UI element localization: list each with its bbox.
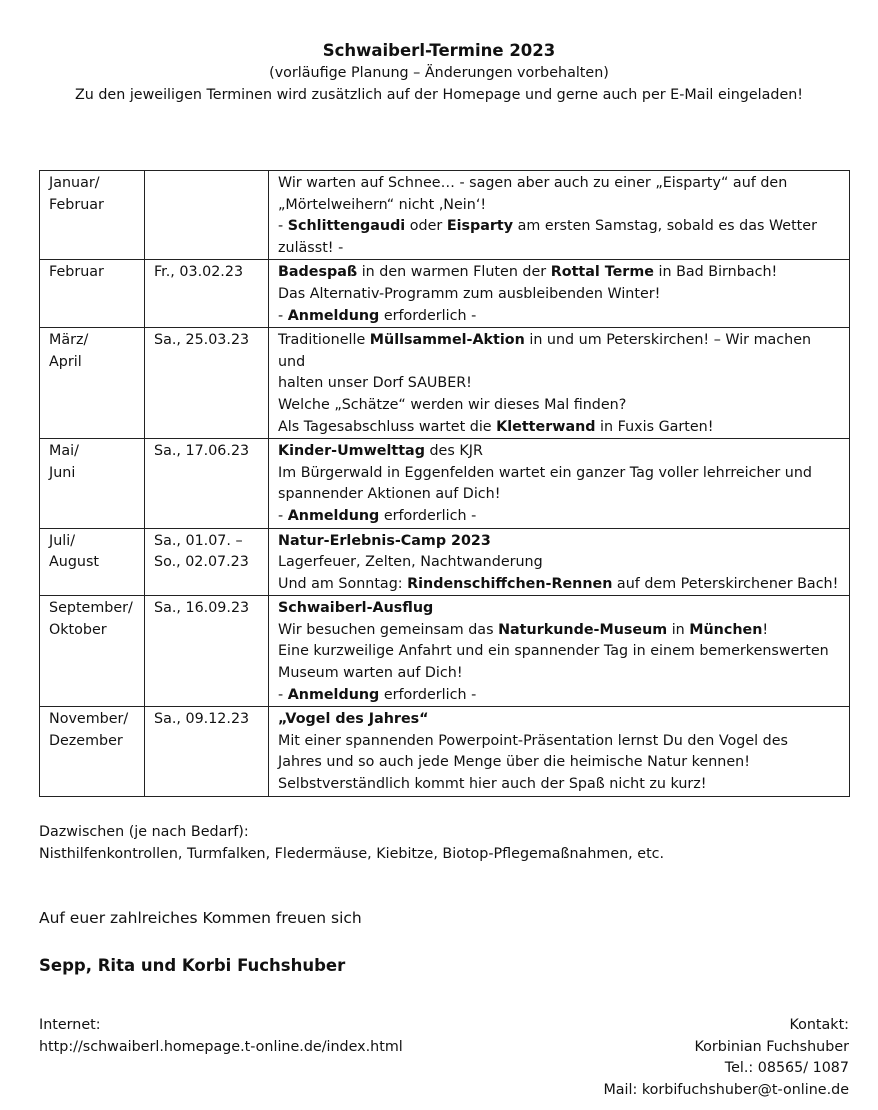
- document-header: [0, 40, 878, 106]
- table-row: [40, 260, 850, 328]
- month-line: August: [49, 554, 100, 571]
- footer-internet: [39, 1015, 403, 1058]
- description-text: erforderlich -: [379, 686, 477, 703]
- description-text: oder: [405, 218, 447, 235]
- document-subtitle: (vorläufige Planung – Änderungen vorbehalten): [269, 65, 609, 81]
- description-text: Lagerfeuer, Zelten, Nachtwanderung: [278, 554, 543, 571]
- document-title: Schwaiberl-Termine 2023: [322, 41, 556, 60]
- contact-name: Korbinian Fuchshuber: [694, 1038, 849, 1055]
- description-text: erforderlich -: [379, 507, 477, 524]
- table-row: [40, 596, 850, 707]
- description-line: [278, 463, 841, 485]
- internet-label: Internet:: [39, 1017, 101, 1033]
- date-cell: [145, 328, 269, 439]
- description-line: [278, 731, 841, 753]
- description-line: [278, 774, 841, 796]
- description-text: Welche „Schätze“ werden wir dieses Mal finden?: [278, 396, 627, 413]
- description-text: in den warmen Fluten der: [357, 264, 551, 281]
- month-line: Dezember: [49, 732, 123, 749]
- between-items: Nisthilfenkontrollen, Turmfalken, Fledermäuse, Kiebitze, Biotop-Pflegemaßnahmen, etc.: [39, 845, 665, 862]
- date-line: Sa., 17.06.23: [154, 443, 250, 460]
- description-cell: [269, 596, 850, 707]
- description-text: am ersten Samstag, sobald es das Wetter: [513, 218, 817, 235]
- description-line: [278, 330, 841, 373]
- contact-mail[interactable]: Mail: korbifuchshuber@t-online.de: [603, 1081, 849, 1098]
- description-text: erforderlich -: [379, 307, 477, 324]
- table-row: [40, 328, 850, 439]
- description-text: in und um Peterskirchen! – Wir machen und: [278, 332, 812, 370]
- date-cell: [145, 707, 269, 796]
- description-text: Traditionelle: [278, 332, 370, 349]
- description-line: [278, 752, 841, 774]
- description-text: zulässt! -: [278, 239, 344, 256]
- highlight-text: Naturkunde-Museum: [498, 621, 668, 638]
- highlight-text: Eisparty: [446, 218, 514, 235]
- date-line: Sa., 09.12.23: [154, 711, 250, 728]
- between-section: [39, 822, 664, 865]
- description-text: -: [278, 307, 288, 324]
- month-line: Januar/: [49, 175, 100, 191]
- highlight-text: Anmeldung: [287, 686, 380, 703]
- description-text: in Bad Birnbach!: [653, 264, 778, 281]
- highlight-text: Natur-Erlebnis-Camp 2023: [278, 532, 491, 549]
- description-text: des KJR: [424, 443, 483, 460]
- description-line: [278, 574, 841, 596]
- date-line: Sa., 01.07. –: [154, 532, 243, 549]
- description-text: halten unser Dorf SAUBER!: [278, 375, 472, 392]
- highlight-text: Badespaß: [278, 264, 358, 281]
- contact-tel: Tel.: 08565/ 1087: [724, 1060, 849, 1076]
- description-line: [278, 552, 841, 574]
- date-line: Fr., 03.02.23: [154, 264, 244, 281]
- date-cell: [145, 171, 269, 260]
- table-row: [40, 171, 850, 260]
- description-line: [278, 195, 841, 217]
- month-line: November/: [49, 711, 129, 728]
- description-line: [278, 417, 841, 439]
- description-text: in: [667, 621, 690, 638]
- highlight-text: Anmeldung: [287, 507, 380, 524]
- date-line: Sa., 25.03.23: [154, 332, 250, 349]
- description-text: Mit einer spannenden Powerpoint-Präsentation lernst Du den Vogel des: [278, 732, 788, 749]
- table-row: [40, 439, 850, 528]
- description-line: [278, 238, 841, 260]
- date-cell: [145, 528, 269, 596]
- description-cell: [269, 260, 850, 328]
- description-cell: [269, 439, 850, 528]
- description-text: Museum warten auf Dich!: [278, 665, 463, 682]
- month-cell: [40, 260, 145, 328]
- description-line: [278, 641, 841, 663]
- schedule-table-body: [40, 171, 850, 797]
- table-row: [40, 528, 850, 596]
- description-line: [278, 284, 841, 306]
- description-line: [278, 484, 841, 506]
- highlight-text: Anmeldung: [287, 307, 380, 324]
- description-text: Selbstverständlich kommt hier auch der Spaß nicht zu kurz!: [278, 776, 707, 793]
- month-line: September/: [49, 600, 133, 617]
- description-text: Als Tagesabschluss wartet die: [278, 418, 497, 435]
- month-cell: [40, 707, 145, 796]
- closing-names: Sepp, Rita und Korbi Fuchshuber: [39, 956, 346, 975]
- description-line: [278, 598, 841, 620]
- description-line: [278, 395, 841, 417]
- month-line: Juli/: [49, 532, 76, 549]
- highlight-text: Rottal Terme: [550, 264, 654, 281]
- month-cell: [40, 439, 145, 528]
- description-cell: [269, 328, 850, 439]
- description-line: [278, 262, 841, 284]
- date-cell: [145, 596, 269, 707]
- month-cell: [40, 596, 145, 707]
- highlight-text: Schlittengaudi: [287, 218, 406, 235]
- contact-label: Kontakt:: [789, 1017, 849, 1033]
- internet-url[interactable]: http://schwaiberl.homepage.t-online.de/index.html: [39, 1038, 403, 1055]
- highlight-text: Müllsammel-Aktion: [369, 332, 525, 349]
- description-cell: [269, 528, 850, 596]
- description-line: [278, 506, 841, 528]
- month-line: Juni: [49, 464, 76, 481]
- highlight-text: München: [689, 621, 763, 638]
- month-line: Februar: [49, 264, 104, 281]
- description-cell: [269, 707, 850, 796]
- description-text: -: [278, 218, 288, 235]
- table-row: [40, 707, 850, 796]
- description-text: „Mörtelweihern“ nicht ‚Nein‘!: [278, 196, 487, 213]
- description-line: [278, 306, 841, 328]
- highlight-text: Kletterwand: [496, 418, 596, 435]
- month-line: Mai/: [49, 443, 79, 460]
- schedule-table: [39, 170, 850, 797]
- description-text: Und am Sonntag:: [278, 575, 408, 592]
- month-cell: [40, 328, 145, 439]
- description-text: Wir warten auf Schnee… - sagen aber auch zu einer „Eisparty“ auf den: [278, 175, 788, 191]
- month-cell: [40, 171, 145, 260]
- month-line: Oktober: [49, 621, 107, 638]
- description-text: !: [762, 621, 769, 638]
- description-text: in Fuxis Garten!: [595, 418, 714, 435]
- between-label: Dazwischen (je nach Bedarf):: [39, 824, 249, 840]
- highlight-text: Schwaiberl-Ausflug: [278, 600, 434, 617]
- description-text: Im Bürgerwald in Eggenfelden wartet ein ganzer Tag voller lehrreicher und: [278, 464, 812, 481]
- description-line: [278, 663, 841, 685]
- description-text: Wir besuchen gemeinsam das: [278, 621, 499, 638]
- highlight-text: „Vogel des Jahres“: [278, 711, 429, 728]
- description-line: [278, 373, 841, 395]
- description-text: -: [278, 686, 288, 703]
- description-line: [278, 685, 841, 707]
- description-text: Eine kurzweilige Anfahrt und ein spannender Tag in einem bemerkenswerten: [278, 643, 829, 660]
- description-line: [278, 441, 841, 463]
- description-line: [278, 531, 841, 553]
- description-line: [278, 709, 841, 731]
- date-cell: [145, 439, 269, 528]
- description-text: Jahres und so auch jede Menge über die heimische Natur kennen!: [278, 754, 750, 771]
- description-line: [278, 173, 841, 195]
- month-cell: [40, 528, 145, 596]
- closing-invite: Auf euer zahlreiches Kommen freuen sich: [39, 909, 362, 927]
- description-line: [278, 216, 841, 238]
- description-text: Das Alternativ-Programm zum ausbleibenden Winter!: [278, 285, 661, 302]
- document-note: Zu den jeweiligen Terminen wird zusätzlich auf der Homepage und gerne auch per E-Mail eingeladen!: [74, 87, 804, 103]
- month-line: April: [49, 353, 82, 370]
- month-line: März/: [49, 332, 89, 349]
- description-text: -: [278, 507, 288, 524]
- date-cell: [145, 260, 269, 328]
- description-cell: [269, 171, 850, 260]
- highlight-text: Kinder-Umwelttag: [278, 443, 425, 460]
- description-text: auf dem Peterskirchener Bach!: [612, 575, 839, 592]
- highlight-text: Rindenschiffchen-Rennen: [407, 575, 613, 592]
- footer-contact: [603, 1015, 849, 1101]
- date-line: So., 02.07.23: [154, 554, 249, 571]
- description-line: [278, 620, 841, 642]
- date-line: Sa., 16.09.23: [154, 600, 250, 617]
- month-line: Februar: [49, 196, 104, 213]
- description-text: spannender Aktionen auf Dich!: [278, 486, 501, 503]
